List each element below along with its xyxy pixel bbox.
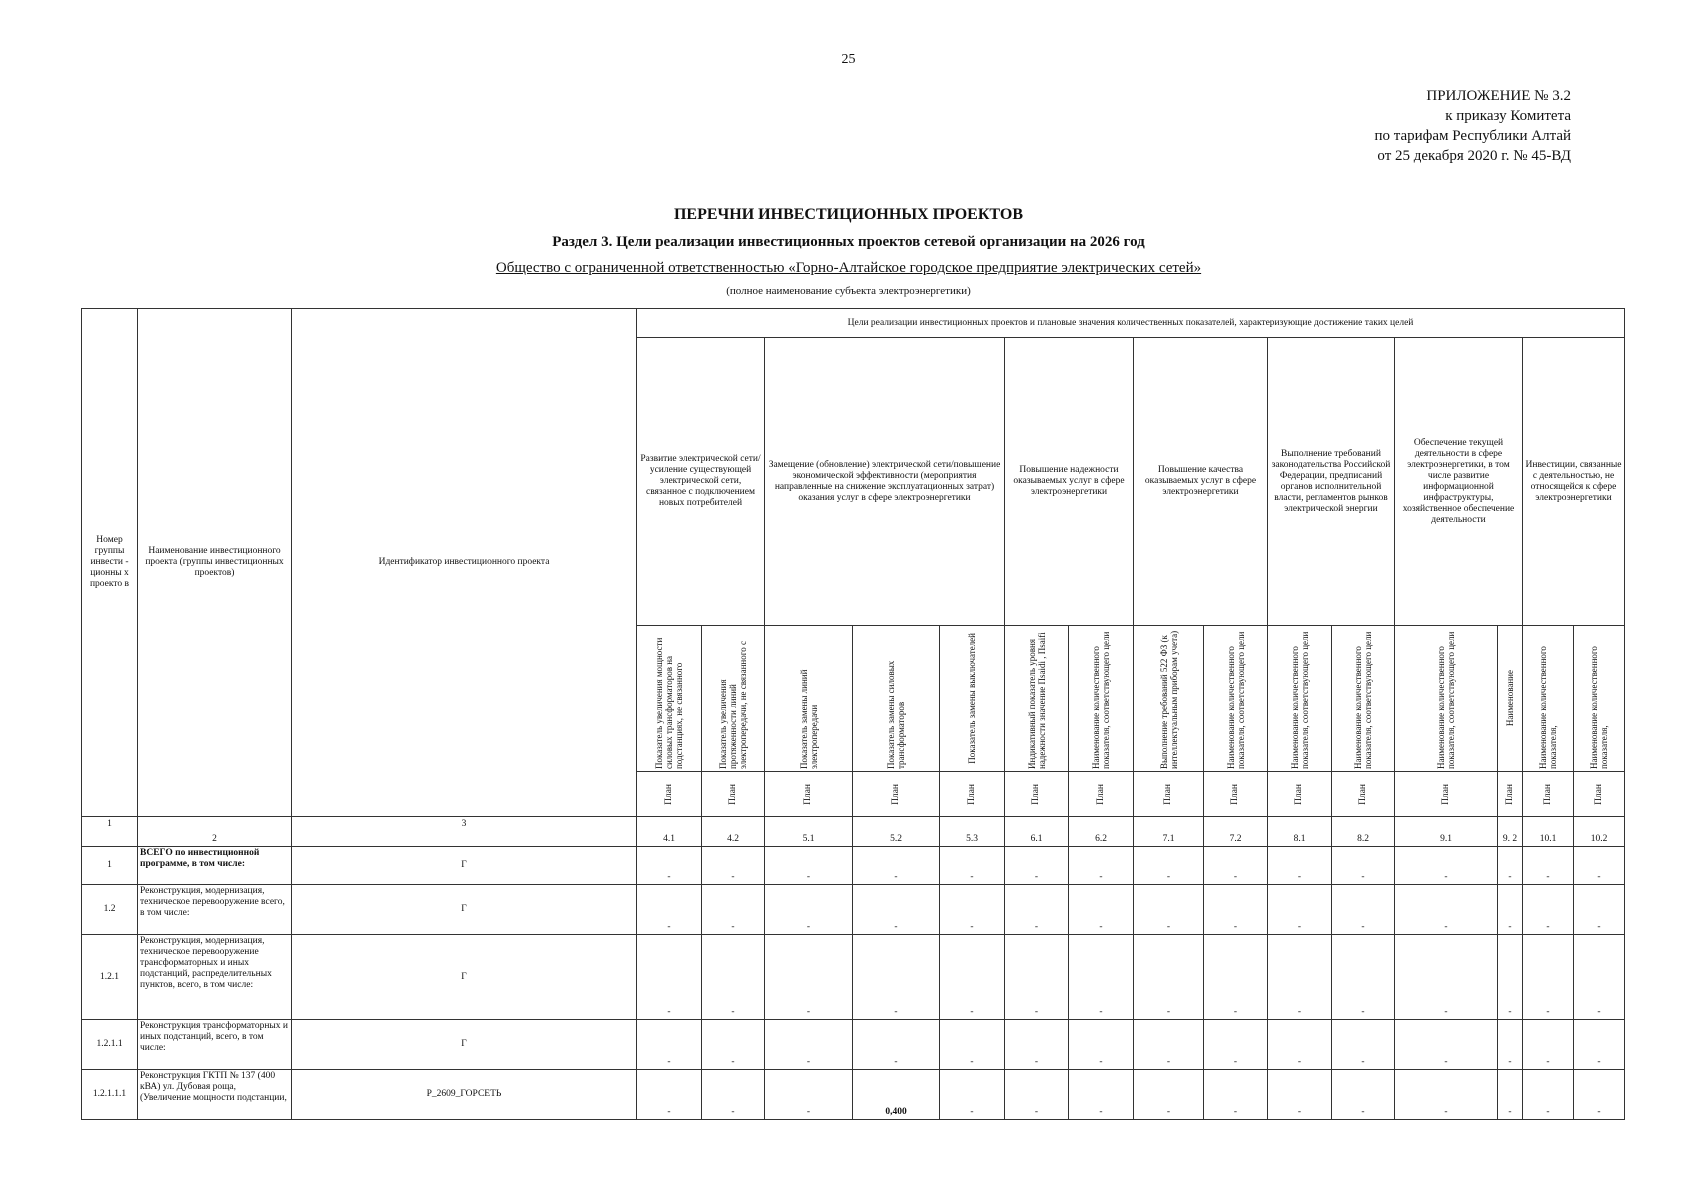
indicator-header-text: Показатель замены линий электропередачи — [798, 669, 819, 769]
column-number: 4.1 — [637, 817, 702, 847]
row-value: - — [1395, 1020, 1498, 1070]
goal-group-network-development: Развитие электрической сети/усиление существующей электрической сети, связанное с подключением новых потребителей — [637, 338, 765, 626]
row-value: - — [1134, 885, 1204, 935]
row-value: - — [702, 1070, 765, 1120]
row-project-identifier: P_2609_ГОРСЕТЬ — [292, 1070, 637, 1120]
indicator-header-text: Наименование количественного показателя, соответствующего цели — [1091, 631, 1111, 769]
indicator-header-text: Индикативный показатель уровня надежности значение Пsaidi , Пsaifi — [1026, 631, 1047, 769]
row-value: - — [1523, 885, 1574, 935]
appendix-block — [1374, 86, 1571, 166]
row-project-name: Реконструкция ГКТП № 137 (400 кВА) ул. Дубовая роща, (Увеличение мощности подстанции, — [138, 1070, 292, 1120]
appendix-line-1: ПРИЛОЖЕНИЕ № 3.2 — [1426, 88, 1571, 104]
indicator-header — [1204, 626, 1268, 772]
row-value: - — [1574, 1070, 1625, 1120]
indicator-header — [1005, 626, 1069, 772]
plan-header — [637, 772, 702, 817]
row-value: - — [637, 1020, 702, 1070]
row-value: - — [1005, 1070, 1069, 1120]
indicator-header — [940, 626, 1005, 772]
page-number: 25 — [841, 52, 856, 67]
indicator-header — [1395, 626, 1498, 772]
table-row — [82, 1020, 1625, 1070]
row-value: - — [1395, 935, 1498, 1020]
plan-label: План — [663, 783, 674, 805]
row-value: - — [1574, 885, 1625, 935]
plan-label: План — [1440, 783, 1451, 805]
table-row — [82, 885, 1625, 935]
table-row — [82, 935, 1625, 1020]
plan-header — [1498, 772, 1523, 817]
column-number: 8.1 — [1268, 817, 1332, 847]
appendix-line-3: по тарифам Республики Алтай — [1374, 128, 1571, 144]
plan-label: План — [966, 783, 977, 805]
column-number: 5.3 — [940, 817, 1005, 847]
plan-header — [1268, 772, 1332, 817]
section-title: Раздел 3. Цели реализации инвестиционных проектов сетевой организации на 2026 год — [552, 234, 1145, 250]
row-value: - — [1268, 847, 1332, 885]
row-number: 1 — [82, 847, 138, 885]
organization-note: (полное наименование субъекта электроэнергетики) — [726, 285, 971, 297]
row-value: - — [940, 935, 1005, 1020]
header-project-identifier: Идентификатор инвестиционного проекта — [292, 309, 637, 817]
row-value: - — [1498, 885, 1523, 935]
row-value: - — [1134, 847, 1204, 885]
row-project-name: Реконструкция трансформаторных и иных подстанций, всего, в том числе: — [138, 1020, 292, 1070]
indicator-header — [1574, 626, 1625, 772]
plan-header — [1204, 772, 1268, 817]
row-project-identifier: Г — [292, 1020, 637, 1070]
row-value: - — [1523, 847, 1574, 885]
indicator-header-text: Наименование — [1505, 670, 1515, 727]
plan-label: План — [1504, 783, 1515, 805]
plan-header — [1134, 772, 1204, 817]
indicator-header-text: Показатель увеличения мощности силовых трансформаторов на подстанциях, не связанного — [654, 637, 684, 769]
row-value: - — [1204, 935, 1268, 1020]
row-value: - — [637, 847, 702, 885]
document-title: ПЕРЕЧНИ ИНВЕСТИЦИОННЫХ ПРОЕКТОВ — [673, 206, 1023, 223]
indicator-header-text: Наименование количественного показателя, — [1589, 645, 1610, 769]
row-value: - — [1069, 1020, 1134, 1070]
plan-label: План — [1230, 783, 1240, 805]
column-number: 6.1 — [1005, 817, 1069, 847]
organization-name-text: Общество с ограниченной ответственностью «Горно-Алтайское городское предприятие электрических сетей» — [495, 260, 1202, 276]
row-value: - — [1498, 847, 1523, 885]
row-value: - — [1204, 1020, 1268, 1070]
row-number: 1.2.1.1 — [82, 1020, 138, 1070]
goal-group-reliability: Повышение надежности оказываемых услуг в сфере электроэнергетики — [1005, 338, 1134, 626]
row-value: - — [1268, 1070, 1332, 1120]
row-project-name: ВСЕГО по инвестиционной программе, в том числе: — [138, 847, 292, 885]
row-value: - — [940, 1020, 1005, 1070]
header-group-number: Номер группы инвести - ционны х проекто в — [82, 309, 138, 817]
row-number: 1.2.1.1.1 — [82, 1070, 138, 1120]
row-value: - — [1395, 847, 1498, 885]
row-value: - — [940, 847, 1005, 885]
row-value: - — [1268, 1020, 1332, 1070]
indicator-header — [1332, 626, 1395, 772]
plan-header — [853, 772, 940, 817]
row-value: - — [1523, 1020, 1574, 1070]
row-value: - — [1005, 1020, 1069, 1070]
plan-header — [1332, 772, 1395, 817]
row-project-identifier: Г — [292, 935, 637, 1020]
row-number: 1.2.1 — [82, 935, 138, 1020]
indicator-header — [1268, 626, 1332, 772]
indicator-header-text: Наименование количественного показателя, соответствующего цели — [1436, 631, 1456, 769]
plan-header — [1069, 772, 1134, 817]
column-number: 7.1 — [1134, 817, 1204, 847]
plan-label: План — [1095, 783, 1106, 805]
row-value: - — [853, 1020, 940, 1070]
row-value: 0,400 — [853, 1070, 940, 1120]
column-number: 6.2 — [1069, 817, 1134, 847]
row-value: - — [1395, 1070, 1498, 1120]
plan-header — [1395, 772, 1498, 817]
indicator-header — [1523, 626, 1574, 772]
table-row — [82, 1070, 1625, 1120]
indicator-header-text: Показатель увеличения протяженности линий электропередачи, не связанного с — [718, 640, 748, 769]
plan-label: План — [890, 783, 901, 805]
column-number: 4.2 — [702, 817, 765, 847]
row-value: - — [1268, 885, 1332, 935]
row-value: - — [1574, 847, 1625, 885]
indicator-header-text: Показатель замены силовых трансформаторов — [886, 660, 906, 769]
row-value: - — [1204, 885, 1268, 935]
row-value: - — [1069, 885, 1134, 935]
row-value: - — [1498, 935, 1523, 1020]
row-value: - — [1005, 885, 1069, 935]
row-value: - — [765, 1020, 853, 1070]
indicator-header — [1498, 626, 1523, 772]
row-value: - — [1005, 935, 1069, 1020]
indicator-header — [1134, 626, 1204, 772]
row-value: - — [1069, 1070, 1134, 1120]
appendix-line-4: от 25 декабря 2020 г. № 45-ВД — [1377, 148, 1571, 164]
row-value: - — [637, 935, 702, 1020]
indicator-header-text: Выполнение требований 522 ФЗ (к интеллектуальным приборам учета) — [1158, 630, 1179, 769]
row-value: - — [1332, 847, 1395, 885]
goal-group-replacement: Замещение (обновление) электрической сети/повышение экономической эффективности (мероприятия направленные на снижение эксплуатационных затрат) оказания услуг в сфере электроэнергетики — [765, 338, 1005, 626]
column-number: 8.2 — [1332, 817, 1395, 847]
plan-label: План — [1031, 783, 1041, 805]
goal-group-current-activity: Обеспечение текущей деятельности в сфере электроэнергетики, в том числе развитие информационной инфраструктуры, хозяйственное обеспечение деятельности — [1395, 338, 1523, 626]
indicator-header — [702, 626, 765, 772]
row-value: - — [1523, 1070, 1574, 1120]
column-number: 10.1 — [1523, 817, 1574, 847]
indicator-header-text: Наименование количественного показателя, соответствующего цели — [1225, 631, 1246, 769]
column-number: 2 — [138, 817, 292, 847]
row-value: - — [765, 885, 853, 935]
header-goals: Цели реализации инвестиционных проектов и плановые значения количественных показателей, характеризующие достижение таких целей — [637, 309, 1625, 338]
row-value: - — [1069, 847, 1134, 885]
row-project-identifier: Г — [292, 847, 637, 885]
investment-goals-table — [81, 308, 1625, 1120]
indicator-header-text: Наименование количественного показателя, — [1538, 645, 1558, 769]
column-number: 9.1 — [1395, 817, 1498, 847]
appendix-line-2: к приказу Комитета — [1445, 108, 1571, 124]
row-value: - — [1134, 935, 1204, 1020]
row-project-name: Реконструкция, модернизация, техническое перевооружение трансформаторных и иных подстанций, распределительных пунктов, всего, в том числе: — [138, 935, 292, 1020]
row-value: - — [765, 935, 853, 1020]
plan-header — [702, 772, 765, 817]
row-value: - — [940, 885, 1005, 935]
table-row — [82, 847, 1625, 885]
row-value: - — [1204, 847, 1268, 885]
plan-label: План — [1294, 783, 1304, 805]
row-project-identifier: Г — [292, 885, 637, 935]
plan-label: План — [1542, 783, 1553, 805]
plan-header — [1523, 772, 1574, 817]
goal-group-quality: Повышение качества оказываемых услуг в сфере электроэнергетики — [1134, 338, 1268, 626]
row-value: - — [702, 885, 765, 935]
indicator-header — [853, 626, 940, 772]
goal-group-non-energy: Инвестиции, связанные с деятельностью, не относящейся к сфере электроэнергетики — [1523, 338, 1625, 626]
plan-label: План — [803, 783, 813, 805]
column-number: 3 — [292, 817, 637, 847]
header-project-name: Наименование инвестиционного проекта (группы инвестиционных проектов) — [138, 309, 292, 817]
indicator-header — [637, 626, 702, 772]
row-value: - — [1498, 1020, 1523, 1070]
row-value: - — [853, 935, 940, 1020]
row-value: - — [1574, 1020, 1625, 1070]
row-project-name: Реконструкция, модернизация, техническое перевооружение всего, в том числе: — [138, 885, 292, 935]
row-value: - — [765, 847, 853, 885]
column-number: 1 — [82, 817, 138, 847]
row-value: - — [702, 935, 765, 1020]
row-value: - — [853, 885, 940, 935]
row-value: - — [940, 1070, 1005, 1120]
row-value: - — [1498, 1070, 1523, 1120]
row-value: - — [1332, 885, 1395, 935]
row-value: - — [1069, 935, 1134, 1020]
column-number: 10.2 — [1574, 817, 1625, 847]
plan-header — [765, 772, 853, 817]
column-number: 5.2 — [853, 817, 940, 847]
row-value: - — [1332, 935, 1395, 1020]
row-value: - — [1268, 935, 1332, 1020]
row-value: - — [853, 847, 940, 885]
plan-label: План — [1357, 783, 1368, 805]
plan-label: План — [1163, 783, 1173, 805]
row-value: - — [702, 847, 765, 885]
plan-header — [940, 772, 1005, 817]
row-value: - — [1204, 1070, 1268, 1120]
plan-label: План — [1593, 783, 1604, 805]
column-number: 5.1 — [765, 817, 853, 847]
row-value: - — [1332, 1070, 1395, 1120]
row-value: - — [1574, 935, 1625, 1020]
indicator-header-text: Наименование количественного показателя, соответствующего цели — [1289, 631, 1310, 769]
goal-group-legislation: Выполнение требований законодательства Российской Федерации, предписаний органов исполнительной власти, регламентов рынков электрической энергии — [1268, 338, 1395, 626]
row-value: - — [702, 1020, 765, 1070]
indicator-header — [1069, 626, 1134, 772]
plan-header — [1005, 772, 1069, 817]
plan-label: План — [727, 783, 738, 805]
row-value: - — [1134, 1020, 1204, 1070]
column-number: 9. 2 — [1498, 817, 1523, 847]
row-value: - — [1332, 1020, 1395, 1070]
row-value: - — [1523, 935, 1574, 1020]
indicator-header — [765, 626, 853, 772]
indicator-header-text: Показатель замены выключателей — [967, 633, 977, 764]
organization-name — [0, 260, 1697, 277]
row-value: - — [1134, 1070, 1204, 1120]
row-value: - — [1005, 847, 1069, 885]
column-number: 7.2 — [1204, 817, 1268, 847]
plan-header — [1574, 772, 1625, 817]
row-value: - — [637, 1070, 702, 1120]
indicator-header-text: Наименование количественного показателя, соответствующего цели — [1353, 631, 1373, 769]
row-value: - — [765, 1070, 853, 1120]
row-number: 1.2 — [82, 885, 138, 935]
row-value: - — [637, 885, 702, 935]
row-value: - — [1395, 885, 1498, 935]
